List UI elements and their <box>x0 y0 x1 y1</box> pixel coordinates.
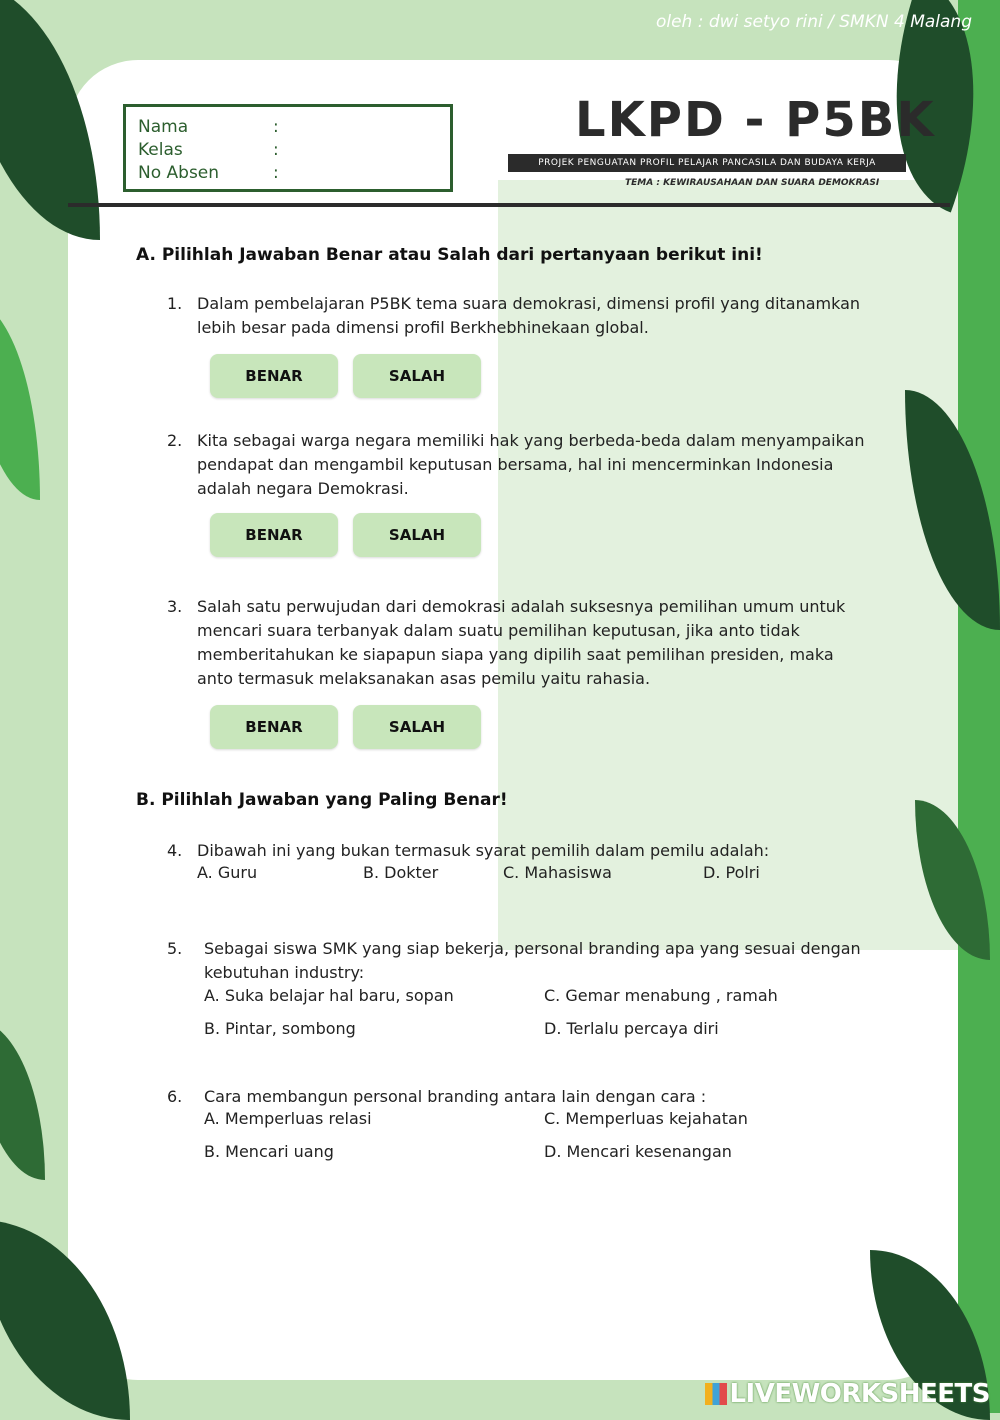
q6-option-a[interactable]: A. Memperluas relasi <box>204 1109 372 1128</box>
q1-salah-button[interactable]: SALAH <box>353 354 481 398</box>
leaf-decoration-left <box>0 300 40 500</box>
question-3 <box>167 595 846 691</box>
question-line: memberitahukan ke siapapun siapa yang dipilih saat pemilihan presiden, maka <box>197 645 834 664</box>
question-number: 6. <box>167 1087 183 1106</box>
q2-salah-button[interactable]: SALAH <box>353 513 481 557</box>
question-number: 2. <box>167 431 183 450</box>
question-6 <box>167 1085 707 1109</box>
question-line: Dalam pembelajaran P5BK tema suara demokrasi, dimensi profil yang ditanamkan <box>197 294 861 313</box>
question-line: pendapat dan mengambil keputusan bersama, hal ini mencerminkan Indonesia <box>197 455 834 474</box>
q2-benar-button[interactable]: BENAR <box>210 513 338 557</box>
q4-option-c[interactable]: C. Mahasiswa <box>503 863 612 882</box>
header-divider <box>68 203 950 207</box>
q6-option-b[interactable]: B. Mencari uang <box>204 1142 334 1161</box>
logo-text: LIVEWORKSHEETS <box>729 1379 990 1409</box>
q5-option-d[interactable]: D. Terlalu percaya diri <box>544 1019 719 1038</box>
q5-option-c[interactable]: C. Gemar menabung , ramah <box>544 986 778 1005</box>
question-line: adalah negara Demokrasi. <box>197 479 409 498</box>
theme-label: TEMA : KEWIRAUSAHAAN DAN SUARA DEMOKRASI <box>625 178 880 188</box>
question-text: Cara membangun personal branding antara lain dengan cara : <box>204 1087 707 1106</box>
section-a-title: A. Pilihlah Jawaban Benar atau Salah dari pertanyaan berikut ini! <box>136 245 763 265</box>
absen-label: No Absen <box>138 163 220 183</box>
page-title: LKPD - P5BK <box>575 92 936 148</box>
class-label: Kelas <box>138 140 183 160</box>
question-2 <box>167 429 865 501</box>
question-line: mencari suara terbanyak dalam suatu pemilihan keputusan, jika anto tidak <box>197 621 800 640</box>
name-colon: : <box>273 117 279 137</box>
question-number: 3. <box>167 597 183 616</box>
logo-blocks-icon <box>705 1383 727 1405</box>
background-right-strip <box>958 0 1000 1413</box>
info-row-name <box>138 117 279 137</box>
question-line: Sebagai siswa SMK yang siap bekerja, personal branding apa yang sesuai dengan <box>204 939 861 958</box>
question-number: 5. <box>167 939 183 958</box>
student-info-box <box>123 104 453 192</box>
q3-benar-button[interactable]: BENAR <box>210 705 338 749</box>
author-credit: oleh : dwi setyo rini / SMKN 4 Malang <box>655 12 972 32</box>
q1-benar-button[interactable]: BENAR <box>210 354 338 398</box>
q5-option-a[interactable]: A. Suka belajar hal baru, sopan <box>204 986 454 1005</box>
q4-option-d[interactable]: D. Polri <box>703 863 760 882</box>
class-colon: : <box>273 140 279 160</box>
question-number: 4. <box>167 841 183 860</box>
question-4 <box>167 839 770 863</box>
q4-option-b[interactable]: B. Dokter <box>363 863 439 882</box>
leaf-decoration-left-lower <box>0 1020 45 1180</box>
question-line: kebutuhan industry: <box>204 963 365 982</box>
q6-option-d[interactable]: D. Mencari kesenangan <box>544 1142 732 1161</box>
question-line: Salah satu perwujudan dari demokrasi adalah suksesnya pemilihan umum untuk <box>197 597 846 616</box>
q5-option-b[interactable]: B. Pintar, sombong <box>204 1019 356 1038</box>
liveworksheets-logo[interactable] <box>705 1379 990 1409</box>
question-line: lebih besar pada dimensi profil Berkhebhinekaan global. <box>197 318 649 337</box>
question-5 <box>167 937 861 985</box>
q4-option-a[interactable]: A. Guru <box>197 863 258 882</box>
question-line: anto termasuk melaksanakan asas pemilu yaitu rahasia. <box>197 669 651 688</box>
question-line: Kita sebagai warga negara memiliki hak yang berbeda-beda dalam menyampaikan <box>197 431 865 450</box>
question-1 <box>167 292 861 340</box>
info-row-absen <box>138 163 279 183</box>
q3-salah-button[interactable]: SALAH <box>353 705 481 749</box>
info-row-class <box>138 140 279 160</box>
name-label: Nama <box>138 117 189 137</box>
subtitle-bar: PROJEK PENGUATAN PROFIL PELAJAR PANCASILA DAN BUDAYA KERJA <box>508 154 906 172</box>
q6-option-c[interactable]: C. Memperluas kejahatan <box>544 1109 748 1128</box>
absen-colon: : <box>273 163 279 183</box>
question-text: Dibawah ini yang bukan termasuk syarat pemilih dalam pemilu adalah: <box>197 841 770 860</box>
section-b-title: B. Pilihlah Jawaban yang Paling Benar! <box>136 790 508 810</box>
question-number: 1. <box>167 294 183 313</box>
